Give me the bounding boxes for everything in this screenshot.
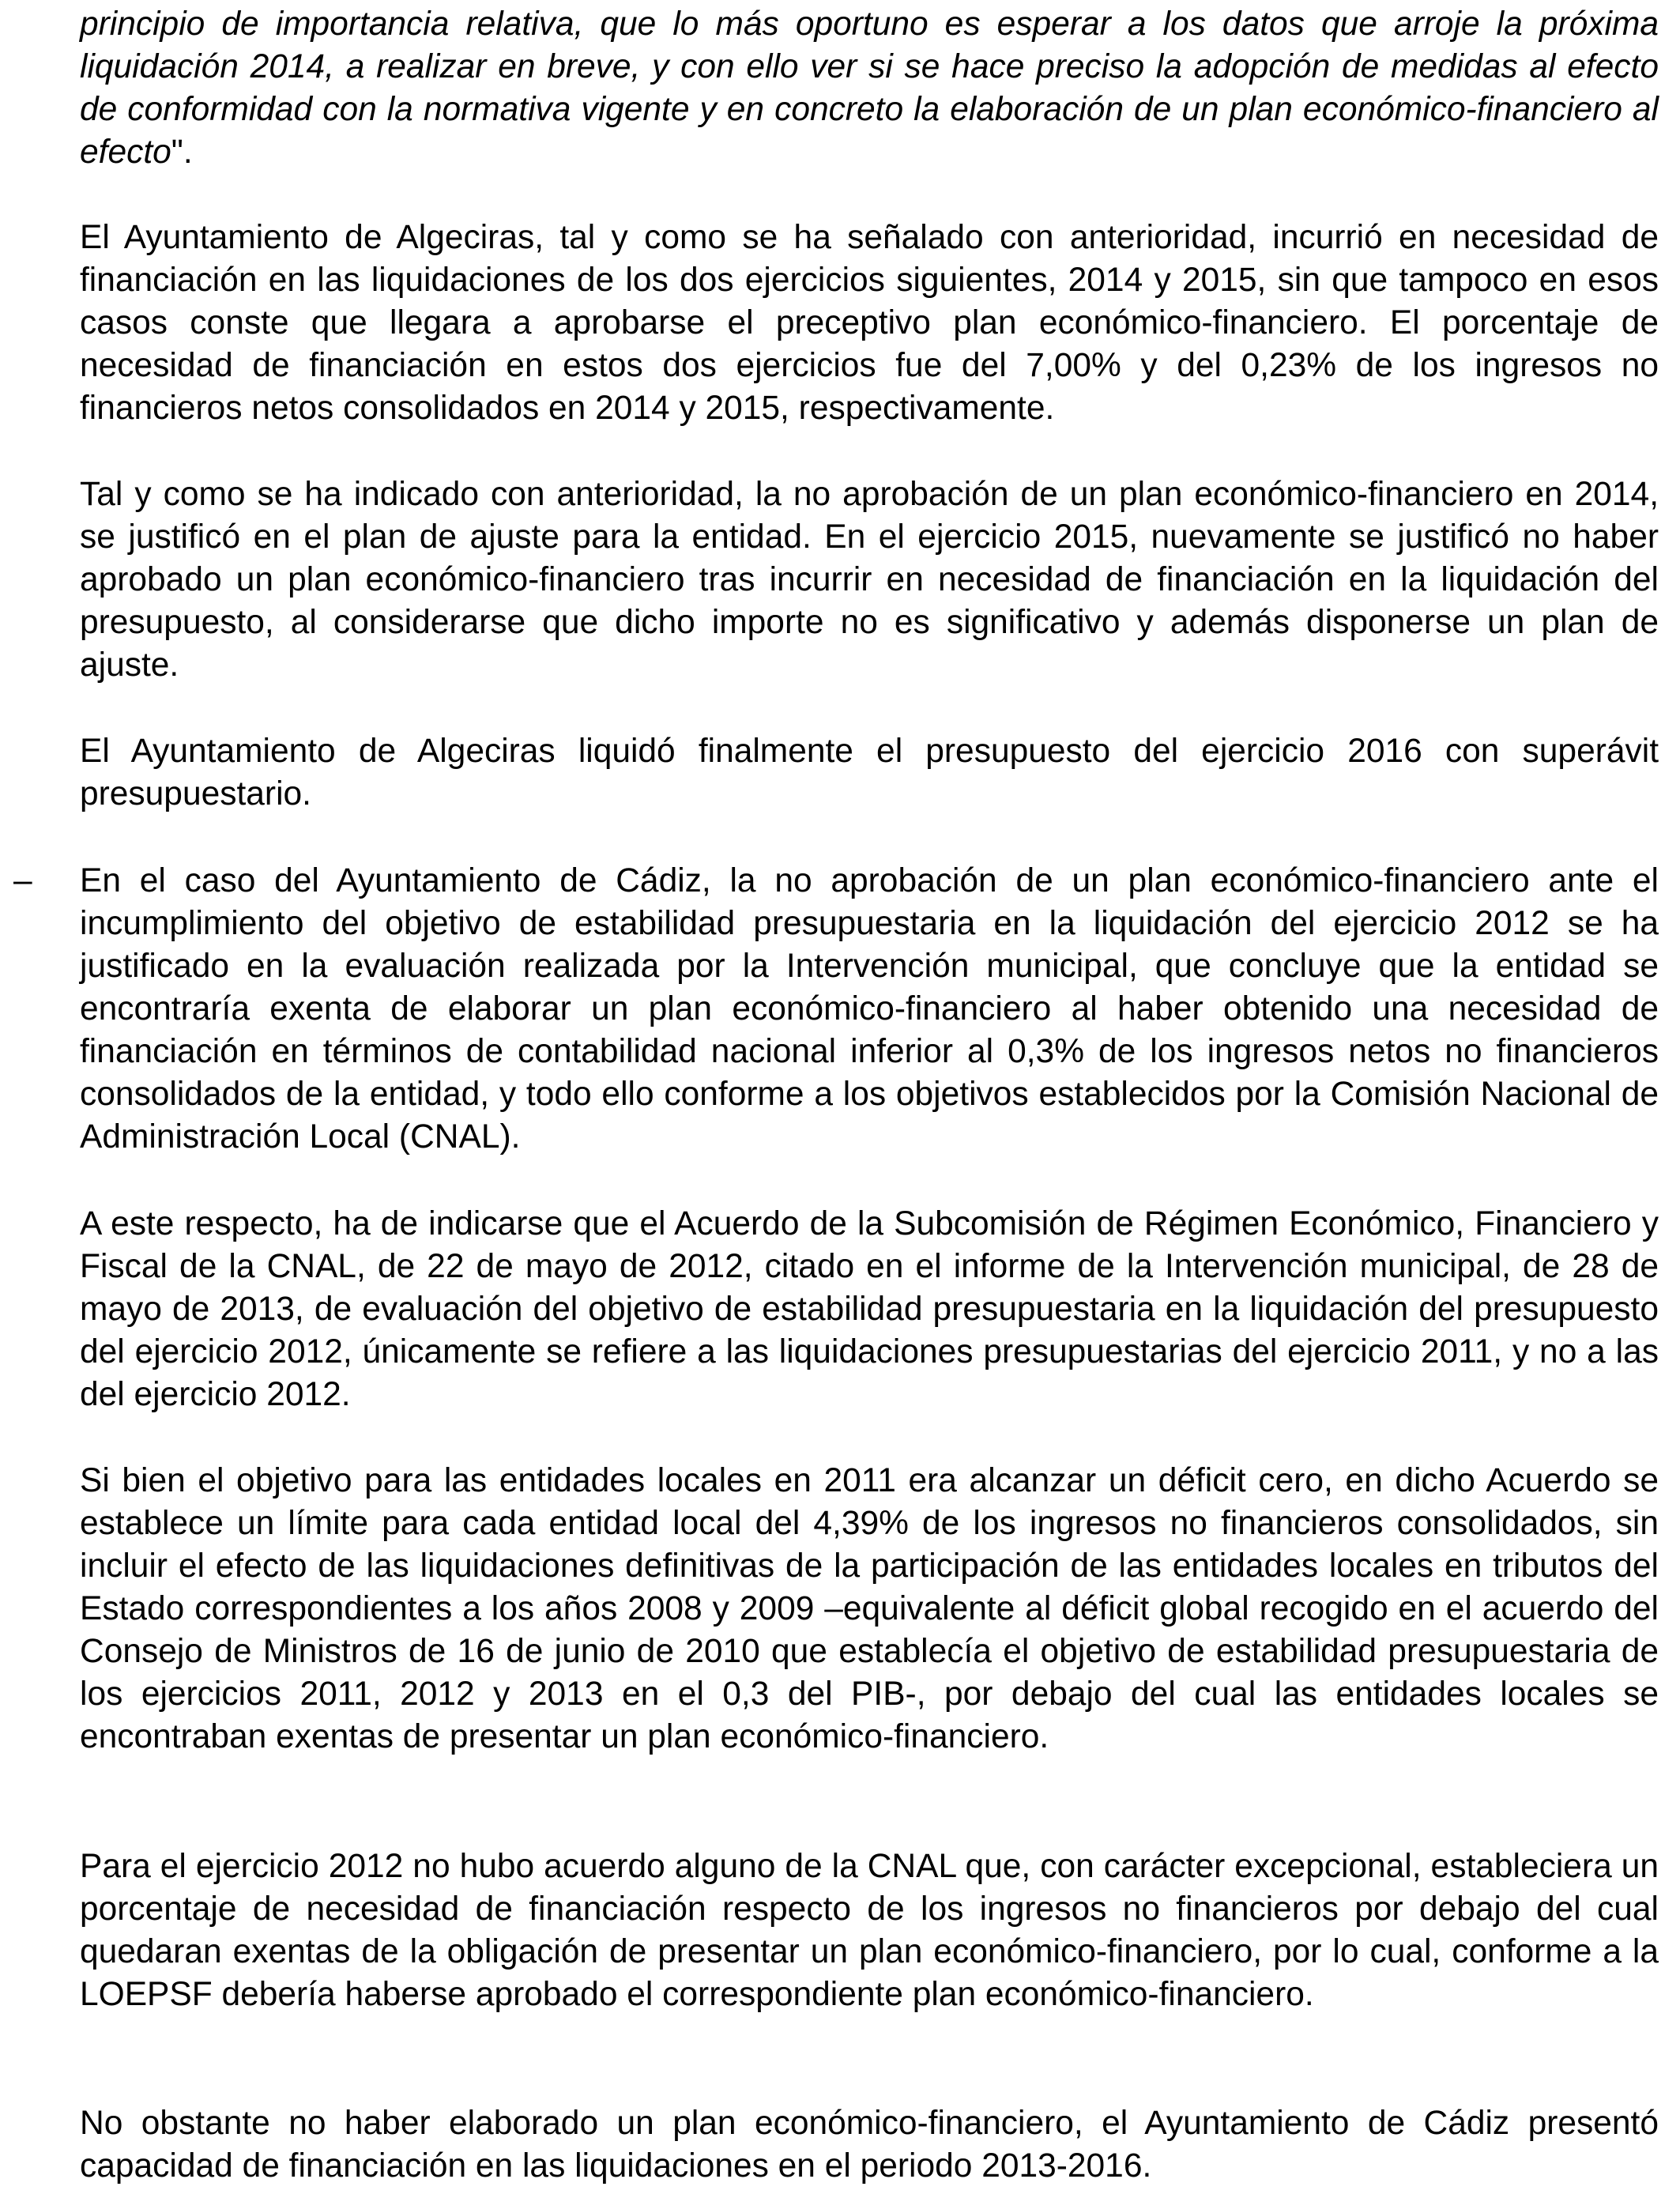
list-item-cadiz [13,860,1659,1159]
quote-closing-text: ". [171,134,193,171]
bullet-dash: – [13,862,32,899]
list-item-text: En el caso del Ayuntamiento de Cádiz, la no aprobación de un plan económico-financiero ante el incumplimiento del objetivo de estabilidad presupuestaria en la liquidación del ejercicio 2012 se ha justificado en la evaluación realizada por la Intervención municipal, que concluye que la entidad se encontraría exenta de elaborar un plan económico-financiero al haber obtenido una necesidad de financiación en términos de contabilidad nacional inferior al 0,3% de los ingresos netos no financieros consolidados de la entidad, y todo ello conforme a los objetivos establecidos por la Comisión Nacional de Administración Local (CNAL). [80,862,1659,1155]
quote-italic-text: principio de importancia relativa, que lo más oportuno es esperar a los datos que arroje la próxima liquidación 2014, a realizar en breve, y con ello ver si se hace preciso la adopción de medidas al efecto de conformidad con la normativa vigente y en concreto la elaboración de un plan económico-financiero al efecto [80,6,1659,171]
paragraph-quote-continuation [80,3,1659,174]
paragraph-cnal-acuerdo: A este respecto, ha de indicarse que el Acuerdo de la Subcomisión de Régimen Económico, Financiero y Fiscal de la CNAL, de 22 de mayo de 2012, citado en el informe de la Intervención municipal, de 28 de mayo de 2013, de evaluación del objetivo de estabilidad presupuestaria en la liquidación del presupuesto del ejercicio 2012, únicamente se refiere a las liquidaciones presupuestarias del ejercicio 2011, y no a las del ejercicio 2012. [80,1205,1659,1413]
paragraph-algeciras-2014-2015: El Ayuntamiento de Algeciras, tal y como se ha señalado con anterioridad, incurrió en necesidad de financiación en las liquidaciones de los dos ejercicios siguientes, 2014 y 2015, sin que tampoco en esos casos conste que llegara a aprobarse el preceptivo plan económico-financiero. El porcentaje de necesidad de financiación en estos dos ejercicios fue del 7,00% y del 0,23% de los ingresos no financieros netos consolidados en 2014 y 2015, respectivamente. [80,219,1659,427]
paragraph-ejercicio-2012: Para el ejercicio 2012 no hubo acuerdo alguno de la CNAL que, con carácter excepcional, estableciera un porcentaje de necesidad de financiación respecto de los ingresos no financieros por debajo del cual quedaran exentas de la obligación de presentar un plan económico-financiero, por lo cual, conforme a la LOEPSF debería haberse aprobado el correspondiente plan económico-financiero. [80,1848,1659,2013]
paragraph-objetivo-2011: Si bien el objetivo para las entidades locales en 2011 era alcanzar un déficit cero, en dicho Acuerdo se establece un límite para cada entidad local del 4,39% de los ingresos no financieros consolidados, sin incluir el efecto de las liquidaciones definitivas de la participación de las entidades locales en tributos del Estado correspondientes a los años 2008 y 2009 –equivalente al déficit global recogido en el acuerdo del Consejo de Ministros de 16 de junio de 2010 que establecía el objetivo de estabilidad presupuestaria de los ejercicios 2011, 2012 y 2013 en el 0,3 del PIB-, por debajo del cual las entidades locales se encontraban exentas de presentar un plan económico-financiero. [80,1462,1659,1755]
paragraph-justification-ajuste: Tal y como se ha indicado con anterioridad, la no aprobación de un plan económico-financiero en 2014, se justificó en el plan de ajuste para la entidad. En el ejercicio 2015, nuevamente se justificó no haber aprobado un plan económico-financiero tras incurrir en necesidad de financiación en la liquidación del presupuesto, al considerarse que dicho importe no es significativo y además disponerse un plan de ajuste. [80,476,1659,684]
paragraph-algeciras-2016: El Ayuntamiento de Algeciras liquidó finalmente el presupuesto del ejercicio 2016 con superávit presupuestario. [80,733,1659,812]
paragraph-cadiz-capacidad: No obstante no haber elaborado un plan económico-financiero, el Ayuntamiento de Cádiz presentó capacidad de financiación en las liquidaciones en el periodo 2013-2016. [80,2105,1659,2185]
